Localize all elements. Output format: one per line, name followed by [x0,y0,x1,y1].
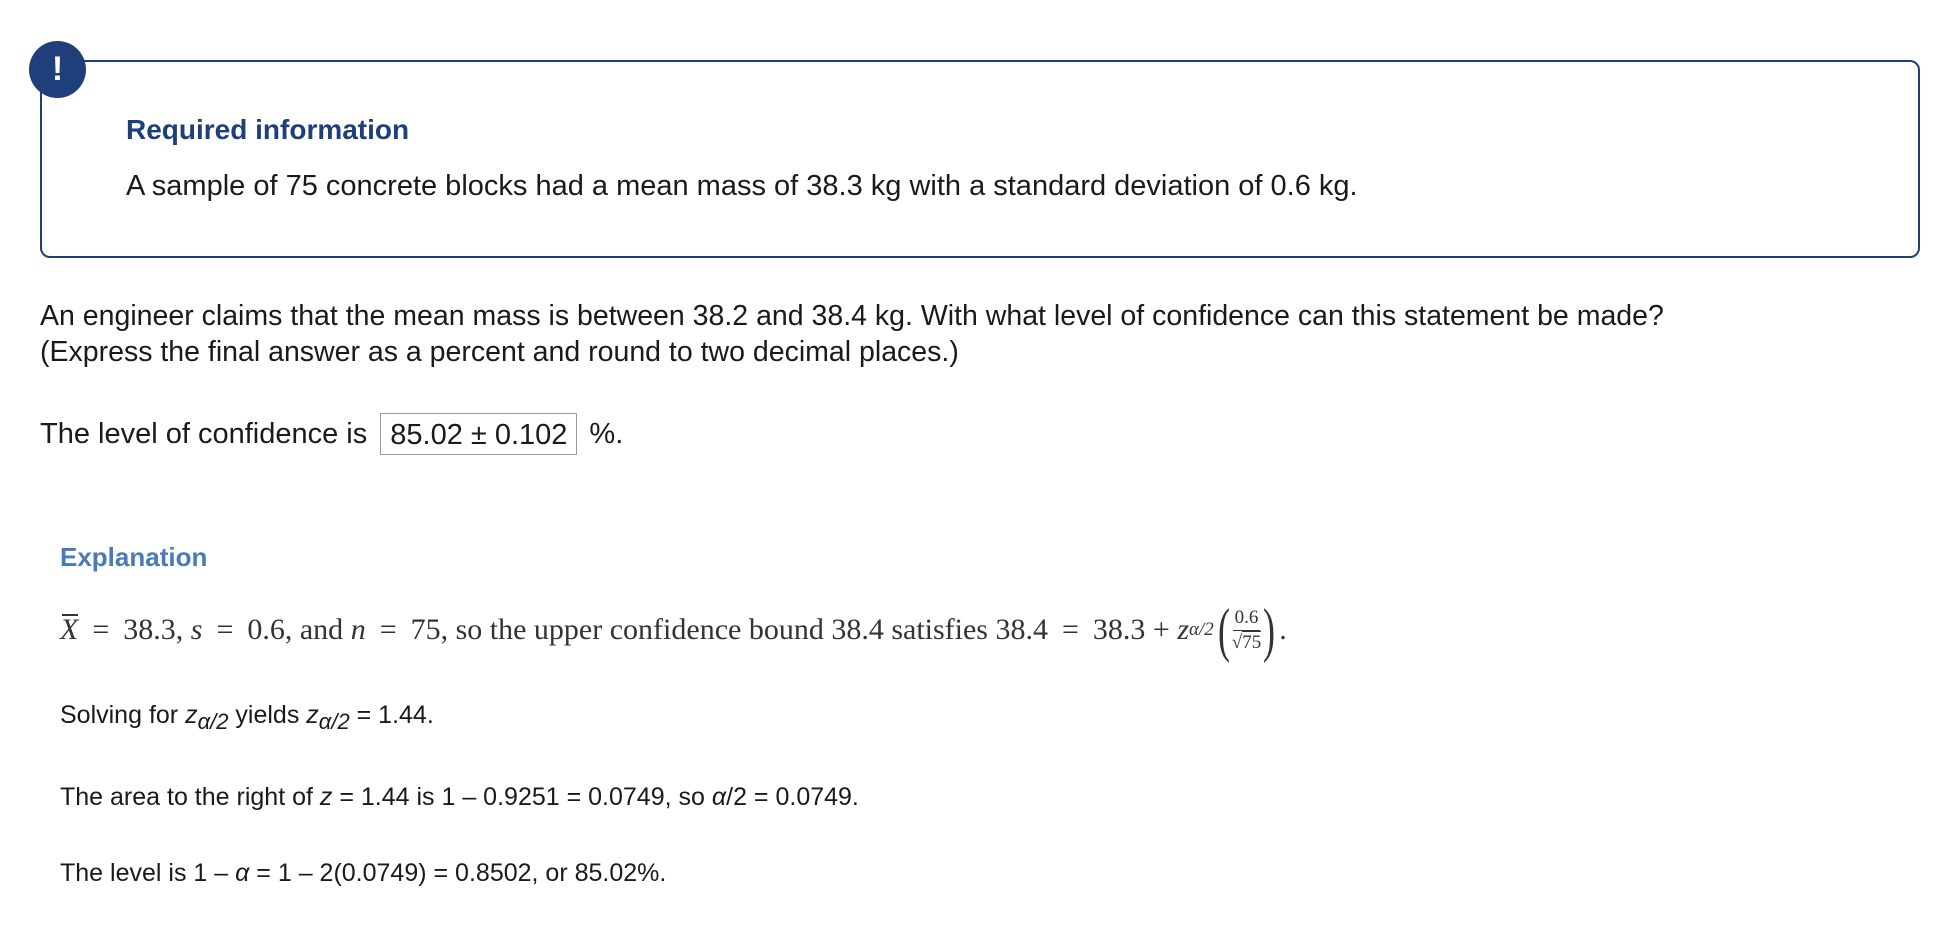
n-value: 75, [410,613,449,646]
equation-end: . [1279,613,1287,646]
required-information-box [40,60,1920,258]
equation-rhs: 38.3 + [1092,613,1170,646]
z-subscript: α/2 [1189,619,1214,640]
x-bar-symbol: X [60,613,79,646]
explanation-step-3 [60,856,666,890]
alpha-symbol: α [235,859,250,887]
z-alpha-2 [185,701,229,734]
answer-prefix: The level of confidence is [40,418,368,450]
answer-suffix: %. [589,418,624,450]
x-bar-value: 38.3, [123,613,184,646]
fraction-numerator: 0.6 [1233,609,1261,631]
step-text: The level is 1 – [60,859,236,887]
square-root-icon: √ [1231,631,1243,653]
question-line-2: (Express the final answer as a percent and round to two decimal places.) [40,336,959,368]
step-text: yields [228,701,307,729]
fraction [1231,606,1262,653]
step-text: The area to the right of [60,783,320,811]
equals-sign: = [92,613,110,646]
n-variable: n [350,613,366,646]
radicand: 75 [1242,631,1262,653]
step-text: = 1 – 2(0.0749) = 0.8502, or 85.02%. [249,859,667,887]
left-paren: ( [1217,597,1230,663]
explanation-step-2 [60,780,859,814]
s-value: 0.6, [247,613,293,646]
step-text: Solving for [60,701,186,729]
z-alpha-2 [306,701,350,734]
explanation-step-1 [60,698,434,739]
alert-icon: ! [29,41,86,98]
equals-sign: = [216,613,234,646]
alpha-symbol: α [711,783,727,811]
step-text: /2 = 0.0749. [726,783,859,811]
required-information-title: Required information [126,114,410,145]
answer-field[interactable]: 85.02 ± 0.102 [380,413,577,455]
required-information-text: A sample of 75 concrete blocks had a mean mass of 38.3 kg with a standard deviation of 0.6 kg. [126,170,1358,202]
question-text [40,298,1664,370]
step-text: = 1.44 is 1 – 0.9251 = 0.0749, so [332,783,712,811]
step-text: = 1.44. [349,701,434,729]
answer-line [40,412,623,456]
equals-sign: = [1061,613,1079,646]
explanation-equation [60,598,1287,662]
explanation-title: Explanation [60,542,208,572]
s-variable: s [190,613,203,646]
question-line-1: An engineer claims that the mean mass is between 38.2 and 38.4 kg. With what level of confidence can this statement be made? [40,300,1664,332]
z-variable: z [1177,613,1190,646]
and-text: and [299,613,344,646]
equation-mid-text: so the upper confidence bound 38.4 satisfies 38.4 [455,613,1048,646]
z-variable: z [185,701,198,729]
z-subscript: α/2 [197,709,229,734]
equals-sign: = [379,613,397,646]
z-subscript: α/2 [318,709,350,734]
fraction-denominator [1232,631,1261,652]
z-variable: z [319,783,333,811]
z-variable: z [306,701,319,729]
right-paren: ) [1263,597,1276,663]
